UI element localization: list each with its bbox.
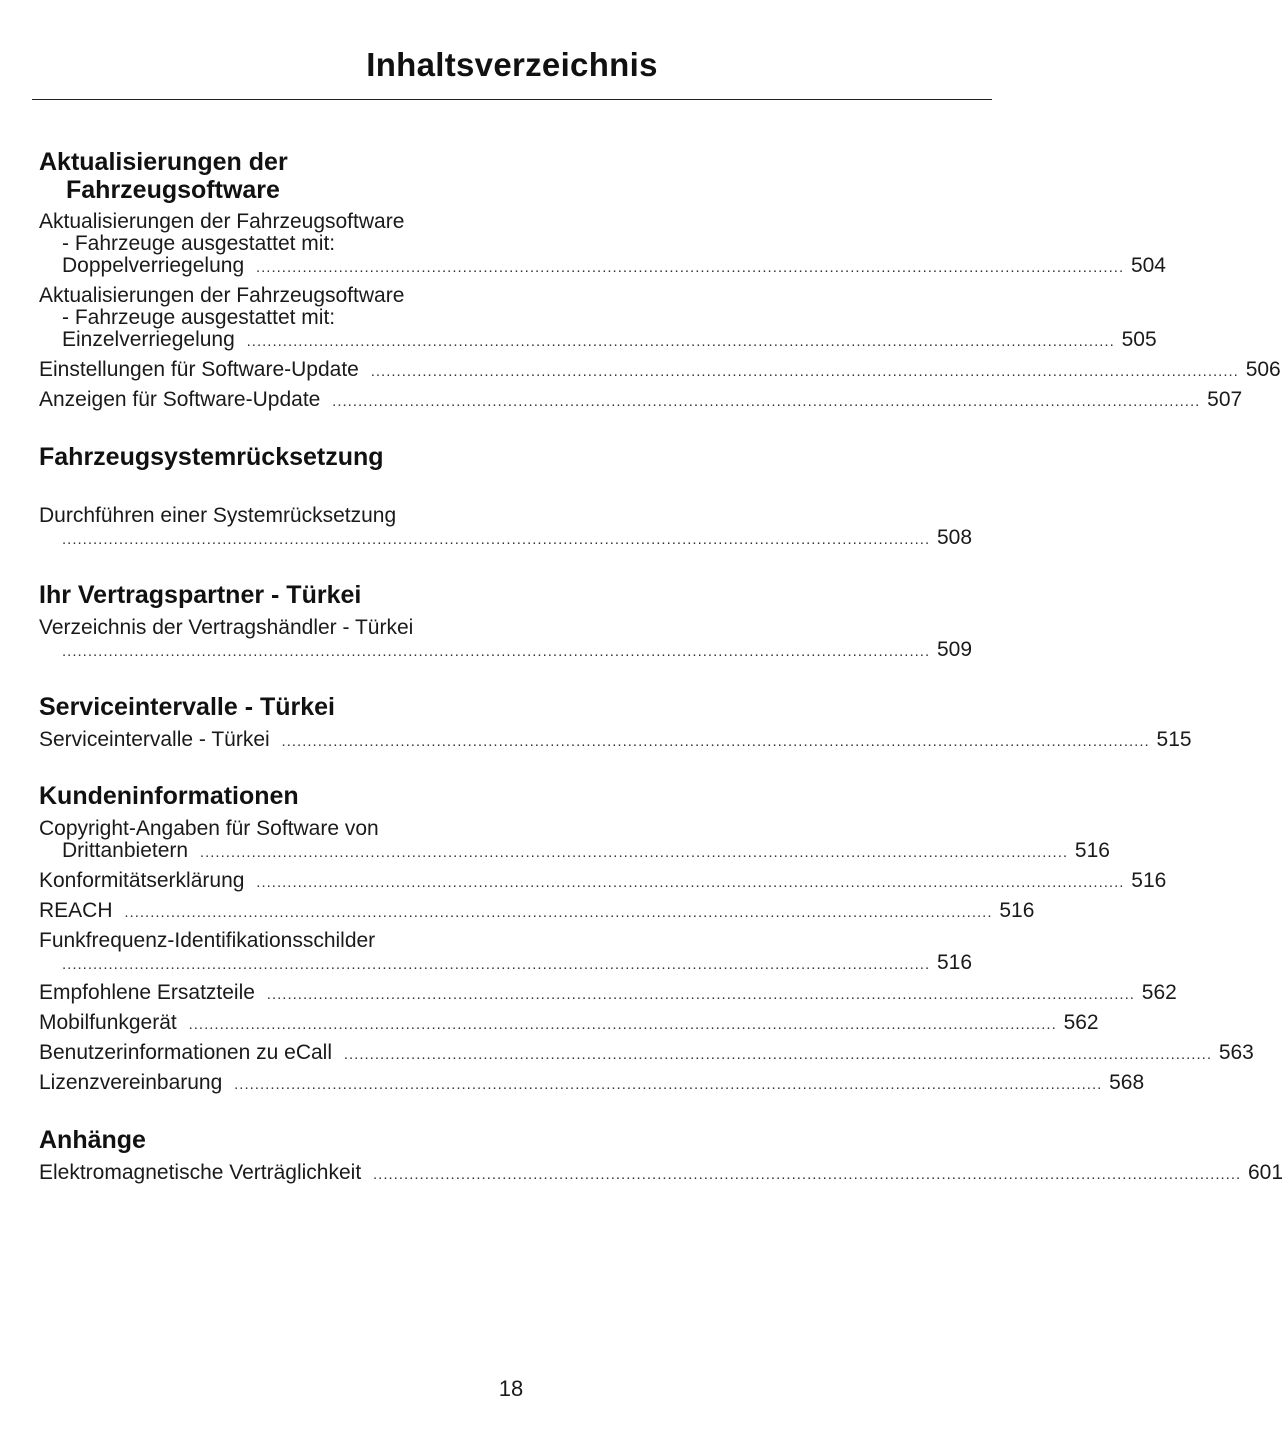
toc-entry[interactable] [39,728,1192,753]
entry-last-line [39,526,973,551]
entry-page-number: 506 [1245,358,1281,381]
entry-page-number: 516 [936,951,973,974]
entry-page-number: 568 [1109,1071,1145,1094]
entry-page-number: 516 [999,899,1035,922]
toc-entry[interactable] [39,1011,1099,1036]
entry-text: Doppelverriegelung [62,254,245,277]
entry-page-number: 504 [1130,254,1166,277]
toc-entry[interactable] [39,358,1281,383]
entry-text: Lizenzvereinbarung [39,1071,223,1094]
entry-text: Anzeigen für Software-Update [39,388,321,411]
section-heading-kundeninformationen [39,782,488,810]
entry-page-number: 516 [1131,869,1167,892]
entry-page-number: 601 [1248,1161,1283,1184]
entry-page-number: 509 [936,638,973,661]
toc-entry[interactable] [39,388,1243,413]
entry-text: Verzeichnis der Vertragshändler - Türkei [39,616,414,639]
toc-entry[interactable] [39,210,1166,279]
entry-last-line [39,869,1167,894]
entry-text: Einzelverriegelung [62,328,235,351]
dot-leader [344,1046,1212,1063]
toc-entry[interactable] [39,284,1157,353]
entry-last-line [39,1011,1099,1036]
toc-entry[interactable] [39,1161,1283,1186]
entry-last-line [39,728,1192,753]
toc-entry[interactable] [39,504,973,551]
entry-text: Serviceintervalle - Türkei [39,728,270,751]
entry-page-number: 562 [1141,981,1177,1004]
entry-text: Mobilfunkgerät [39,1011,177,1034]
entry-text: Durchführen einer Systemrücksetzung [39,504,397,527]
toc-entry[interactable] [39,981,1177,1006]
entry-last-line [39,1041,1254,1066]
section-heading-fahrzeugsoftware [39,148,488,204]
entry-last-line [39,899,1035,924]
entry-text: Konformitätserklärung [39,869,245,892]
dot-leader [234,1076,1102,1093]
entry-page-number: 562 [1063,1011,1099,1034]
entry-text: REACH [39,899,113,922]
dot-leader [124,904,992,921]
entry-last-line [39,1161,1283,1186]
dot-leader [373,1166,1241,1183]
toc-entry[interactable] [39,899,1035,924]
toc-entry[interactable] [39,616,973,663]
entry-last-line [39,358,1281,383]
entry-text: Drittanbietern [62,839,189,862]
dot-leader [247,333,1115,350]
entry-last-line [39,839,1110,864]
page-title: Inhaltsverzeichnis [366,46,658,83]
entry-page-number: 516 [1074,839,1110,862]
dot-leader [62,956,930,973]
entry-last-line [39,254,1166,279]
dot-leader [189,1016,1057,1033]
section-heading-anhaenge [39,1126,488,1154]
toc-entry[interactable] [39,1071,1145,1096]
entry-last-line [39,638,973,663]
page-number: 18 [498,1376,524,1401]
section-heading-systemruecksetzung [39,443,488,471]
toc-entry[interactable] [39,929,973,976]
dot-leader [332,393,1200,410]
heading-line: Ihr Vertragspartner - Türkei [39,581,362,609]
entry-last-line [39,388,1243,413]
dot-leader [267,986,1135,1003]
heading-line: Fahrzeugsoftware [66,176,280,204]
section-heading-serviceintervalle [39,693,488,721]
entry-last-line [39,951,973,976]
toc-entry[interactable] [39,869,1167,894]
dot-leader [282,733,1150,750]
dot-leader [62,643,930,660]
entry-text: Einstellungen für Software-Update [39,358,359,381]
dot-leader [62,531,930,548]
entry-last-line [39,981,1177,1006]
entry-text: Elektromagnetische Verträglichkeit [39,1161,362,1184]
heading-line: Kundeninformationen [39,782,299,810]
entry-text: Copyright-Angaben für Software von [39,817,379,840]
heading-line: Serviceintervalle - Türkei [39,693,335,721]
toc-entry[interactable] [39,817,1110,864]
entry-page-number: 508 [936,526,973,549]
dot-leader [256,259,1124,276]
entry-page-number: 563 [1218,1041,1254,1064]
entry-text: Aktualisierungen der Fahrzeugsoftware [39,210,405,233]
heading-line: Anhänge [39,1126,146,1154]
entry-text: - Fahrzeuge ausgestattet mit: [62,232,336,255]
title-divider [32,99,992,100]
entry-page-number: 507 [1207,388,1243,411]
entry-page-number: 505 [1121,328,1157,351]
dot-leader [256,874,1124,891]
heading-line: Fahrzeugsystemrücksetzung [39,443,384,471]
dot-leader [371,363,1239,380]
toc-entry[interactable] [39,1041,1254,1066]
entry-last-line [39,1071,1145,1096]
entry-text: Funkfrequenz-Identifikationsschilder [39,929,376,952]
section-heading-vertragspartner [39,581,488,609]
entry-text: - Fahrzeuge ausgestattet mit: [62,306,336,329]
entry-text: Aktualisierungen der Fahrzeugsoftware [39,284,405,307]
dot-leader [200,844,1068,861]
entry-text: Benutzerinformationen zu eCall [39,1041,332,1064]
entry-text: Empfohlene Ersatzteile [39,981,255,1004]
entry-last-line [39,328,1157,353]
heading-line: Aktualisierungen der [39,148,288,176]
entry-page-number: 515 [1156,728,1192,751]
